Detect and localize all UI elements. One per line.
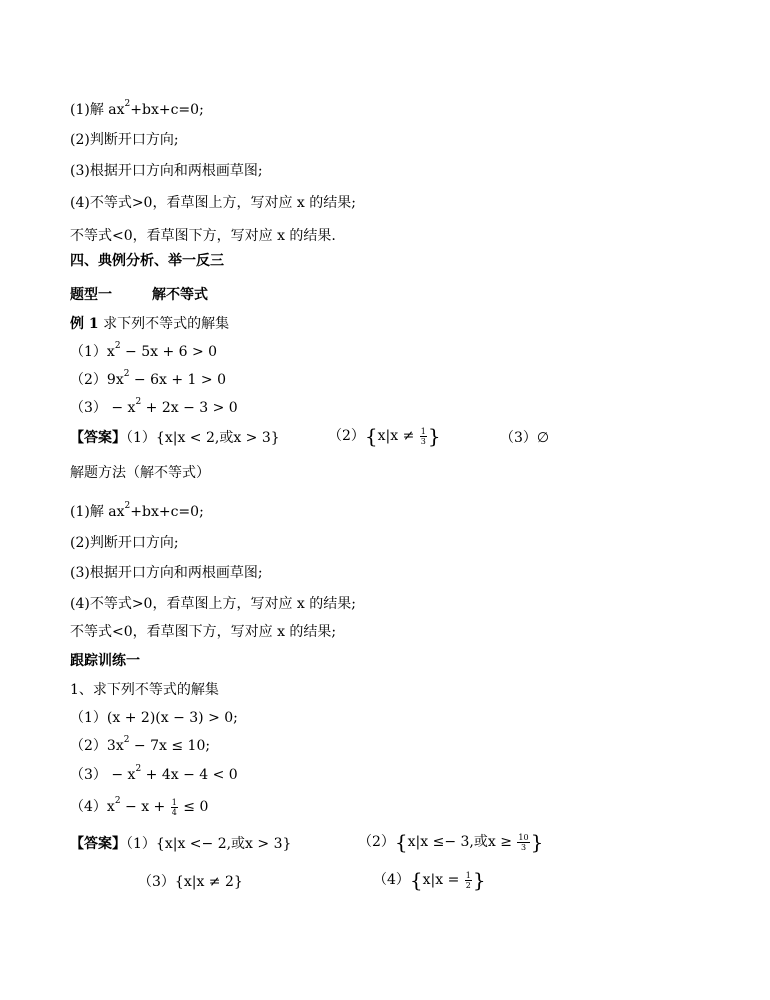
method1-step1: (1)解 $ax^2+bx+c=0$; [70,99,204,118]
method2-step5: 不等式<0，看草图下方，写对应 x 的结果; [70,624,337,640]
answer2-a2: （2）{x|x ≤− 3,或x ≥ $\frac{10}{3}$ } [358,830,544,854]
example1-heading: 例 1 求下列不等式的解集 [70,316,230,332]
method2-step1: (1)解 $ax^2+bx+c=0$; [70,501,204,520]
answer2-a3: （3）{x|x ≠ 2} [138,874,243,890]
answer1-a1: {x|x < 2,或x > 3} [155,430,280,446]
answer2-row1: 【答案】（1）{x|x <− 2,或x > 3} [70,836,292,852]
type1-heading: 题型一 解不等式 [70,287,208,303]
method1-step4: (4)不等式>0，看草图上方，写对应 x 的结果; [70,195,356,211]
practice-p2: $(2)3x^2 - 7x \le 10$; [70,735,211,754]
method1-step2: (2)判断开口方向; [70,132,179,148]
example1-q2: $(2)9x^2 - 6x + 1 > 0$ [70,369,226,388]
method1-step3: (3)根据开口方向和两根画草图; [70,163,263,179]
answer1-a3: （3）∅ [500,430,550,446]
answer2-a1: {x|x <− 2,或x > 3} [155,836,292,852]
practice-p1: （1）(x + 2)(x − 3) > 0; [70,710,238,726]
practice-p4: $(4)x^2 - x$ + $\frac{1}{4}$ ≤ 0 [70,796,209,817]
method2-step4: (4)不等式>0，看草图上方，写对应 x 的结果; [70,596,356,612]
section-4-title: 四、典例分析、举一反三 [70,253,224,269]
method2-step3: (3)根据开口方向和两根画草图; [70,565,263,581]
answer2-a4: （4）{x|x = $\frac{1}{2}$ } [373,868,486,892]
method2-step2: (2)判断开口方向; [70,535,179,551]
method-title: 解题方法（解不等式） [70,465,210,481]
answer1-row: 【答案】（1）{x|x < 2,或x > 3} [70,430,280,446]
practice-intro: 1、求下列不等式的解集 [70,682,219,698]
answer1-a2: （2）{x|x ≠ $\frac{1}{3}$ } [328,424,441,448]
practice-p3: $(3) - x^2 + 4x - 4 < 0$ [70,764,238,783]
example1-q1: $(1)x^2 - 5x + 6 > 0$ [70,341,218,360]
practice-title: 跟踪训练一 [70,653,140,669]
example1-q3: $(3) - x^2 + 2x - 3 > 0$ [70,397,238,416]
method1-step5: 不等式<0，看草图下方，写对应 x 的结果. [70,228,336,244]
